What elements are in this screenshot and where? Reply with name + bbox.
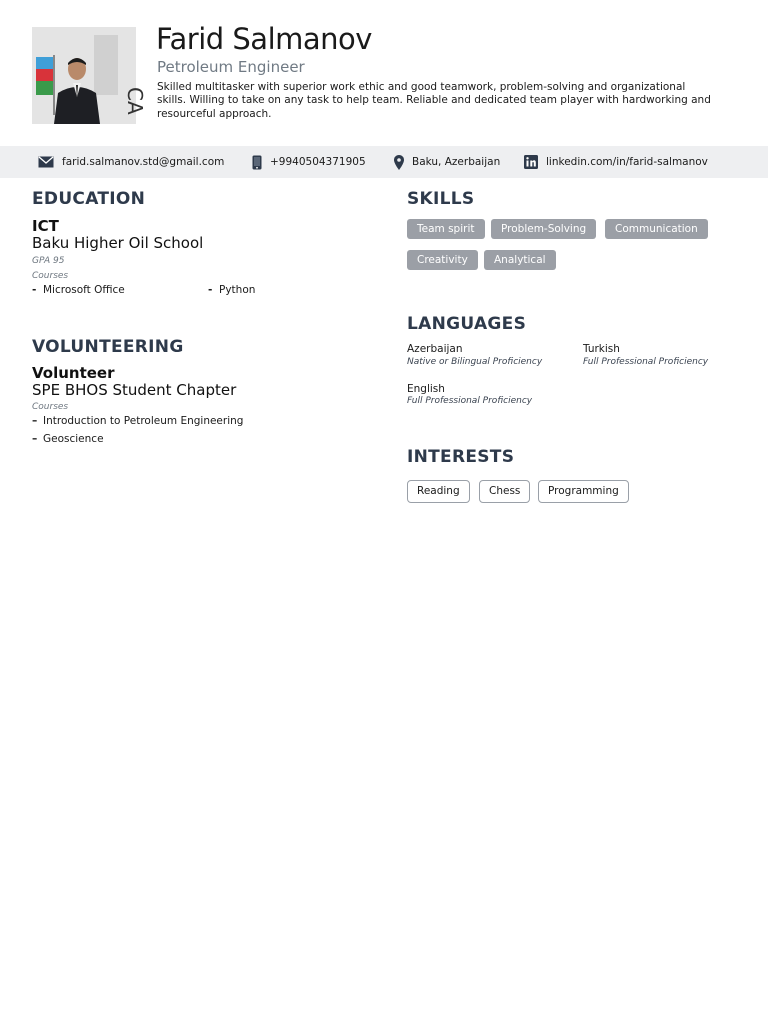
course-name: Python bbox=[219, 284, 256, 296]
volunteering-courses-label: Courses bbox=[32, 402, 69, 412]
volunteering-course-item bbox=[32, 415, 243, 427]
language-name: English bbox=[407, 383, 445, 395]
education-course-item bbox=[208, 284, 255, 296]
education-school: Baku Higher Oil School bbox=[32, 234, 204, 252]
volunteering-heading: VOLUNTEERING bbox=[32, 337, 184, 357]
language-level: Native or Bilingual Proficiency bbox=[407, 357, 543, 367]
interest-tag: Reading bbox=[407, 480, 470, 503]
contact-email-text: farid.salmanov.std@gmail.com bbox=[62, 156, 225, 168]
language-name: Azerbaijan bbox=[407, 343, 463, 355]
bullet-dash: - bbox=[32, 284, 37, 296]
language-level: Full Professional Proficiency bbox=[407, 396, 533, 406]
education-course-item bbox=[32, 284, 125, 296]
language-level: Full Professional Proficiency bbox=[583, 357, 709, 367]
contact-location-text: Baku, Azerbaijan bbox=[412, 156, 501, 168]
skill-tag: Problem-Solving bbox=[491, 219, 596, 239]
interests-heading: INTERESTS bbox=[407, 447, 515, 467]
contact-phone-text: +9940504371905 bbox=[270, 156, 366, 168]
skill-tag: Creativity bbox=[407, 250, 478, 270]
profile-summary: Skilled multitasker with superior work ethic and good teamwork, problem-solving and organizational skills. Willing to take on any task to help team. Reliable and dedicated team player with hardworking and resourceful approach. bbox=[157, 81, 711, 120]
volunteering-role: Volunteer bbox=[32, 364, 115, 382]
contact-phone[interactable] bbox=[252, 146, 366, 178]
skill-tag: Team spirit bbox=[407, 219, 485, 239]
contact-email[interactable] bbox=[38, 146, 224, 178]
education-heading: EDUCATION bbox=[32, 189, 146, 209]
map-pin-icon bbox=[394, 155, 404, 170]
education-gpa: GPA 95 bbox=[32, 256, 65, 266]
profile-photo-image bbox=[32, 27, 147, 124]
mobile-phone-icon bbox=[252, 155, 262, 170]
bullet-dash: – bbox=[32, 415, 38, 427]
contact-linkedin-text: linkedin.com/in/farid-salmanov bbox=[546, 156, 708, 168]
education-courses-label: Courses bbox=[32, 271, 69, 281]
bullet-dash: - bbox=[208, 284, 213, 296]
education-degree: ICT bbox=[32, 217, 59, 235]
volunteering-course-item bbox=[32, 433, 104, 445]
skills-heading: SKILLS bbox=[407, 189, 475, 209]
svg-text:CA: CA bbox=[123, 87, 147, 115]
course-name: Geoscience bbox=[43, 433, 104, 445]
contact-location bbox=[394, 146, 500, 178]
candidate-title: Petroleum Engineer bbox=[157, 58, 305, 76]
language-name: Turkish bbox=[583, 343, 620, 355]
bullet-dash: – bbox=[32, 433, 38, 445]
contact-bar bbox=[0, 146, 768, 178]
contact-linkedin[interactable] bbox=[524, 146, 708, 178]
skill-tag: Communication bbox=[605, 219, 708, 239]
volunteering-organization: SPE BHOS Student Chapter bbox=[32, 381, 237, 399]
course-name: Microsoft Office bbox=[43, 284, 125, 296]
linkedin-icon bbox=[524, 155, 538, 169]
interest-tag: Programming bbox=[538, 480, 629, 503]
skill-tag: Analytical bbox=[484, 250, 556, 270]
interest-tag: Chess bbox=[479, 480, 530, 503]
candidate-name: Farid Salmanov bbox=[156, 22, 372, 56]
envelope-icon bbox=[38, 156, 54, 168]
course-name: Introduction to Petroleum Engineering bbox=[43, 415, 244, 427]
profile-photo bbox=[32, 27, 147, 124]
languages-heading: LANGUAGES bbox=[407, 314, 527, 334]
resume-header bbox=[0, 0, 768, 146]
